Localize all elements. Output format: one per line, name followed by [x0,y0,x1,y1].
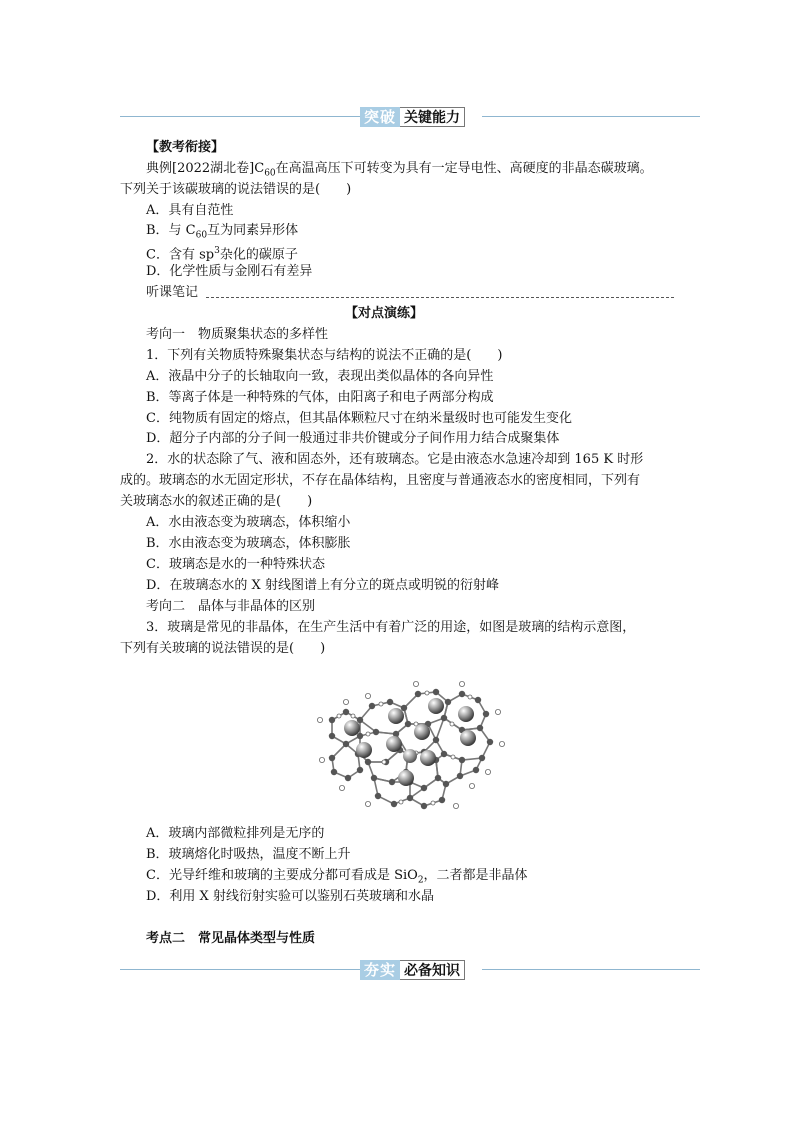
q3-option-a: A．玻璃内部微粒排列是无序的 [146,826,325,841]
question-3-line1: 3．玻璃是常见的非晶体，在生产生活中有着广泛的用途，如图是玻璃的结构示意图， [146,620,636,635]
q2-option-d: D．在玻璃态水的 X 射线图谱上有分立的斑点或明锐的衍射峰 [146,578,499,593]
q1-option-d: D．超分子内部的分子间一般通过非共价键或分子间作用力结合成聚集体 [146,431,560,446]
question-2-line1: 2．水的状态除了气、液和固态外，还有玻璃态。它是由液态水急速冷却到 165 K 时形 [146,452,644,467]
divider-line [482,116,700,117]
q2-option-b: B．水由液态变为玻璃态，体积膨胀 [146,536,351,551]
option-d: D．化学性质与金刚石有差异 [146,264,313,279]
section-tag-highlight: 夯实 [360,960,400,980]
example-question-line1: 典例[2022湖北卷]$C_{60}$在高温高压下可转变为具有一定导电性、高硬度的非晶态碳玻璃。 [146,161,653,179]
section-tag-title: 关键能力 [400,107,465,127]
notes-label: 听课笔记 [146,285,199,300]
section-tag [360,960,465,980]
question-3-line2: 下列有关玻璃的说法错误的是( ) [120,641,326,656]
glass-structure-diagram [312,668,512,816]
q2-option-a: A．水由液态变为玻璃态，体积缩小 [146,515,351,530]
section-header-tupo [120,107,700,127]
q3-option-c: C．光导纤维和玻璃的主要成分都可看成是 SiO$_2$，二者都是非晶体 [146,868,528,886]
divider-line [482,969,700,970]
jiaokao-heading: 【教考衔接】 [146,140,225,155]
question-1: 1．下列有关物质特殊聚集状态与结构的说法不正确的是( ) [146,348,503,363]
q2-option-c: C．玻璃态是水的一种特殊状态 [146,557,325,572]
kaoxiang2-title: 考向二 晶体与非晶体的区别 [146,599,316,614]
q3-option-b: B．玻璃熔化时吸热，温度不断上升 [146,847,351,862]
duidian-heading: 【对点演练】 [345,306,424,321]
q1-option-c: C．纯物质有固定的熔点，但其晶体颗粒尺寸在纳米量级时也可能发生变化 [146,411,572,426]
section-tag-title: 必备知识 [400,960,465,980]
section-header-hangshi [120,960,700,980]
option-c: C．含有 $sp^3$杂化的碳原子 [146,246,298,263]
kaodian2-title: 考点二 常见晶体类型与性质 [146,931,316,946]
q1-option-a: A．液晶中分子的长轴取向一致，表现出类似晶体的各向异性 [146,369,494,384]
section-tag-highlight: 突破 [360,107,400,127]
q3-option-d: D．利用 X 射线衍射实验可以鉴别石英玻璃和水晶 [146,889,434,904]
divider-line [120,969,360,970]
notes-dashed-line [206,297,674,298]
question-2-line2: 成的。玻璃态的水无固定形状，不存在晶体结构，且密度与普通液态水的密度相同，下列有 [120,473,641,488]
option-a: A．具有自范性 [146,203,234,218]
option-b: B．与 $C_{60}$互为同素异形体 [146,223,299,241]
example-question-line2: 下列关于该碳玻璃的说法错误的是( ) [120,182,352,197]
divider-line [120,116,360,117]
q1-option-b: B．等离子体是一种特殊的气体，由阳离子和电子两部分构成 [146,390,494,405]
question-2-line3: 关玻璃态水的叙述正确的是( ) [120,494,313,509]
cation-spheres [344,698,476,786]
section-tag [360,107,465,127]
kaoxiang1-title: 考向一 物质聚集状态的多样性 [146,327,329,342]
